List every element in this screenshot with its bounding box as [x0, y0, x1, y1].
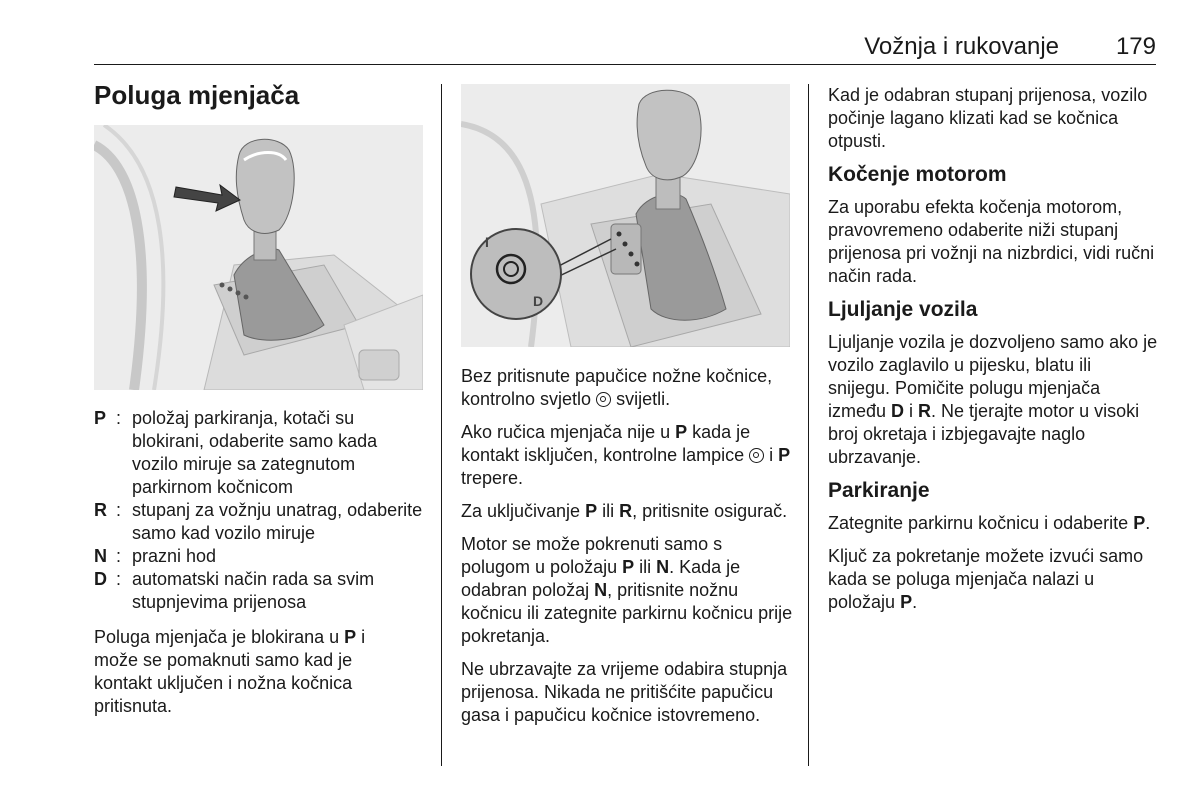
paragraph: Za uključivanje P ili R, pritisnite osigurač.: [461, 501, 788, 521]
middle-column-text: [461, 365, 794, 737]
definition-separator: :: [116, 500, 122, 520]
definition-text: položaj parkiranja, kotači su blokirani, odaberite samo kada vozilo miruje sa zategnutom parkirnom kočnicom: [132, 408, 378, 497]
paragraph: Poluga mjenjača je blokirana u P i može se pomaknuti samo kad je kontakt uključen i nožna kočnica pritisnuta.: [94, 627, 366, 716]
shift-lock-figure: [461, 84, 790, 347]
paragraph: Ljuljanje vozila je dozvoljeno samo ako je vozilo zaglavilo u pijesku, blatu ili snijegu. Pomičite polugu mjenjača između D i R. Ne tjerajte motor u visoki broj okretaja i izbjegavajte naglo ubrzavanje.: [828, 332, 1158, 467]
definition-item: [94, 545, 426, 568]
definition-key: P: [94, 408, 107, 428]
indicator-label-l: I: [485, 234, 489, 250]
definition-key: R: [94, 500, 107, 520]
gear-definitions: [94, 407, 426, 614]
definition-separator: :: [116, 546, 122, 566]
subheading: Kočenje motorom: [828, 163, 1007, 186]
brake-warning-icon: [749, 448, 764, 463]
brake-warning-icon: [596, 392, 611, 407]
gear-lever-illustration: [94, 125, 423, 390]
definition-item: [94, 568, 426, 614]
definition-text: stupanj za vožnju unatrag, odaberite samo kad vozilo miruje: [132, 500, 423, 543]
running-header: Vožnja i rukovanje: [864, 33, 1059, 60]
paragraph: Bez pritisnute papučice nožne kočnice, kontrolno svjetlo svijetli.: [461, 366, 773, 409]
definition-key: N: [94, 546, 107, 566]
header-rule: [94, 64, 1156, 65]
paragraph: Za uporabu efekta kočenja motorom, pravovremeno odaberite niži stupanj prijenosa pri vožnji na nizbrdici, vidi ručni način rada.: [828, 197, 1155, 286]
paragraph: Ne ubrzavajte za vrijeme odabira stupnja prijenosa. Nikada ne pritišćite papučicu gasa i papučicu kočnice istovremeno.: [461, 659, 788, 725]
definition-separator: :: [116, 569, 122, 589]
paragraph: Ako ručica mjenjača nije u P kada je kontakt isključen, kontrolne lampice i P trepere.: [461, 422, 791, 488]
paragraph: Zategnite parkirnu kočnicu i odaberite P.: [828, 513, 1151, 533]
section-title: Poluga mjenjača: [94, 80, 300, 110]
definition-key: D: [94, 569, 107, 589]
subheading: Ljuljanje vozila: [828, 298, 978, 321]
paragraph: Motor se može pokrenuti samo s polugom u položaju P ili N. Kada je odabran položaj N, pritisnite nožnu kočnicu ili zategnite parkirnu kočnicu prije pokretanja.: [461, 534, 793, 646]
page-number: 179: [1115, 33, 1156, 60]
definition-text: automatski način rada sa svim stupnjevima prijenosa: [132, 569, 375, 612]
gear-lever-figure: [94, 125, 423, 390]
definition-item: [94, 407, 426, 499]
subheading: Parkiranje: [828, 479, 930, 502]
left-column: [94, 80, 426, 110]
paragraph: Ključ za pokretanje možete izvući samo kada se poluga mjenjača nalazi u položaju P.: [828, 546, 1144, 612]
definition-text: prazni hod: [132, 546, 217, 566]
shift-lock-illustration: [461, 84, 790, 347]
column-divider: [808, 84, 809, 766]
definition-separator: :: [116, 408, 122, 428]
definition-item: [94, 499, 426, 545]
definition-list: [94, 407, 426, 614]
column-divider: [441, 84, 442, 766]
indicator-label-d: D: [533, 293, 544, 309]
right-column-text: [828, 84, 1158, 624]
lever-lock-paragraph: [94, 626, 414, 728]
paragraph: Kad je odabran stupanj prijenosa, vozilo počinje lagano klizati kad se kočnica otpusti.: [828, 85, 1148, 151]
